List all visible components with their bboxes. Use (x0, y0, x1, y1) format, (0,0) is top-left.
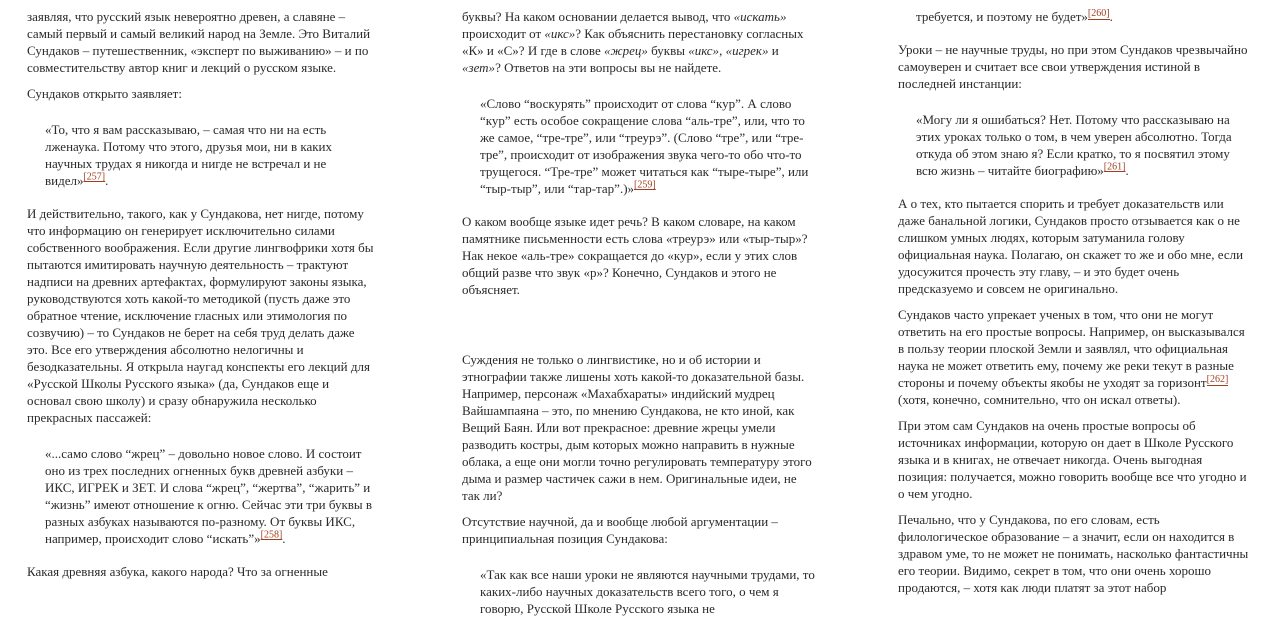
emphasis: «икс» (544, 26, 576, 41)
quote-body: «Слово “воскурять” происходит от слова “кур”. А слово “кур” есть особое сокращение слова “аль-тре”, или, что то же самое, “тре-тре”, или “треурэ”. (Слово “тре”, или “тре-тре”, происходит от изображения звука чего-то обо что-то трущегося. “Тре-тре” может читаться как “тыре-тыре”, или “тыр-тыр”, или “тар-тар”.)» (480, 96, 809, 196)
text-column-3 (898, 8, 1250, 605)
quote-text (480, 95, 816, 197)
quote-body: «Могу ли я ошибаться? Нет. Потому что рассказываю на этих уроках только о том, в чем уверен абсолютно. Тогда откуда об этом знаю я? Если кратко, то я посвятил этому всю жизнь – читайте биографию» (916, 112, 1232, 178)
blockquote (27, 435, 375, 551)
quote-body: требуется, и поэтому не будет» (916, 9, 1088, 24)
text-column-1 (27, 8, 375, 589)
paragraph: Какая древняя азбука, какого народа? Что за огненные (27, 564, 328, 579)
quote-text (916, 8, 1250, 25)
blockquote-continued (898, 8, 1250, 29)
blockquote (462, 85, 816, 201)
footnote-link-260[interactable]: [260] (1087, 7, 1110, 19)
emphasis: «игрек» (725, 43, 769, 58)
emphasis: «зет» (462, 60, 496, 75)
paragraph: И действительно, такого, как у Сундакова, нет нигде, потому что информацию он генерирует исключительно силами собственного воображения. Если другие лингвофрики хотя бы пытаются имитировать научную деятельность – трактуют надписи на древних артефактах, формулируют законы языка, руководствуются хоть какой-то методикой (пусть даже это обратное чтение, исключение гласных или этимология по созвучию) – то Сундаков не берет на себя труд делать даже это. Все его утверждения абсолютно нелогичны и безодказательны. Я открыла наугад конспекты его лекций для «Русской Школы Русского языка» (да, Сундаков еще и основал свою школу) и сразу обнаружила несколько прекрасных пассажей: (27, 206, 374, 425)
footnote-link-259[interactable]: [259] (634, 179, 656, 191)
paragraph (462, 8, 816, 76)
text-run: буквы? На каком основании делается вывод, что (462, 9, 734, 24)
quote-end: . (1109, 9, 1113, 24)
text-run: Сундаков часто упрекает ученых в том, что они не могут ответить на его простые вопросы. Например, он высказывался в пользу теории плоской Земли и заявлял, что официальная наука не может ответить ему, почему же реки текут в разные стороны и почему объекты якобы не уходят за горизонт (898, 307, 1245, 390)
text-column-2 (462, 8, 816, 633)
quote-text: «Так как все наши уроки не являются научными трудами, то каких-либо научных доказательств всего того, о чем я говорю, Русской Школе Русского языка не (480, 567, 815, 616)
paragraph (898, 306, 1250, 408)
paragraph: При этом сам Сундаков на очень простые вопросы об источниках информации, которую он дает в Школе Русского языка и в книгах, не отвечает никогда. Очень выгодная позиция: получается, можно говорить вообще все что угодно и о чем угодно. (898, 418, 1247, 501)
quote-text (916, 111, 1250, 179)
quote-end: . (282, 531, 286, 546)
text-run: ? Ответов на эти вопросы вы не найдете. (495, 60, 722, 75)
paragraph: Сундаков открыто заявляет: (27, 86, 182, 101)
footnote-link-261[interactable]: [261] (1103, 161, 1126, 173)
quote-end: . (105, 173, 109, 188)
text-run: буквы (647, 43, 689, 58)
footnote-link-257[interactable]: [257] (83, 171, 106, 183)
text-run: ? Как объяснить перестановку согласных «К» и «С»? И где в слове (462, 26, 804, 58)
paragraph: Уроки – не научные труды, но при этом Сундаков чрезвычайно самоуверен и считает все свои утверждения истиной в последней инстанции: (898, 42, 1248, 91)
text-run: происходит от (462, 26, 545, 41)
text-run: и (768, 43, 779, 58)
blockquote (462, 556, 816, 621)
blockquote (27, 111, 375, 193)
footnote-link-258[interactable]: [258] (260, 529, 283, 541)
paragraph: О каком вообще языке идет речь? В каком словаре, на каком памятнике письменности есть слова «треурэ» или «тыр-тыр»? Нак некое «аль-тре» сокращается до «кур», если у этих слов общий разве что звук «р»? Конечно, Сундаков и этого не объясняет. (462, 214, 808, 297)
section-gap (462, 307, 816, 351)
paragraph: Отсутствие научной, да и вообще любой аргументации – принципиальная позиция Сундакова: (462, 514, 778, 546)
blockquote (898, 101, 1250, 183)
paragraph: Суждения не только о лингвистике, но и об истории и этнографии также лишены хоть какой-то доказательной базы. Например, персонаж «Махабхараты» индийский мудрец Вайшампаяна – это, по мнению Сундакова, не кто иной, как Вещий Баян. Или вот прекрасное: древние жрецы умели разводить костры, дым которых можно направить в нужные облака, а еще они могли точно регулировать температуру этого дыма и размер частичек сажи в нем. Оригинальные идеи, не так ли? (462, 352, 812, 503)
quote-body: «То, что я вам рассказываю, – самая что ни на есть лженаука. Потому что этого, друзья мои, ни в каких научных трудах я никогда и нигде не встречал и не видел» (45, 122, 333, 188)
quote-text (45, 445, 375, 547)
paragraph: А о тех, кто пытается спорить и требует доказательств или даже банальной логики, Сундаков просто отзывается как о не слишком умных людях, которым затуманила голову официальная наука. Полагаю, он скажет то же и обо мне, если удосужится прочесть эту главу, – и это будет очень предсказуемо и совсем не оригинально. (898, 196, 1244, 296)
emphasis: «икс» (688, 43, 720, 58)
emphasis: «искать» (733, 9, 787, 24)
quote-end: . (1125, 163, 1129, 178)
paragraph: Печально, что у Сундакова, по его словам, есть филологическое образование – а значит, если он находится в здравом уме, то не может не понимать, насколько фантастичны его теории. Видимо, секрет в том, что они очень хорошо продаются, – хотя как люди платят за этот набор (898, 512, 1249, 595)
text-run: , (719, 43, 726, 58)
footnote-link-262[interactable]: [262] (1206, 373, 1229, 385)
quote-body: «...само слово “жрец” – довольно новое слово. И состоит оно из трех последних огненных букв древней азбуки – ИКС, ИГРЕК и ЗЕТ. И слова “жрец”, “жертва”, “жарить” и “жизнь” имеют отношение к огню. Сейчас эти три буквы в разных азбуках называются по-разному. От буквы ИКС, например, происходит слово “искать”» (45, 446, 373, 546)
text-run: (хотя, конечно, сомнительно, что он искал ответы). (898, 392, 1181, 407)
emphasis: «жрец» (604, 43, 648, 58)
paragraph: заявляя, что русский язык невероятно древен, а славяне – самый первый и самый великий народ на Земле. Это Виталий Сундаков – путешественник, «эксперт по выживанию» – и по совместительству автор книг и лекций о русском языке. (27, 9, 371, 75)
quote-text (45, 121, 375, 189)
